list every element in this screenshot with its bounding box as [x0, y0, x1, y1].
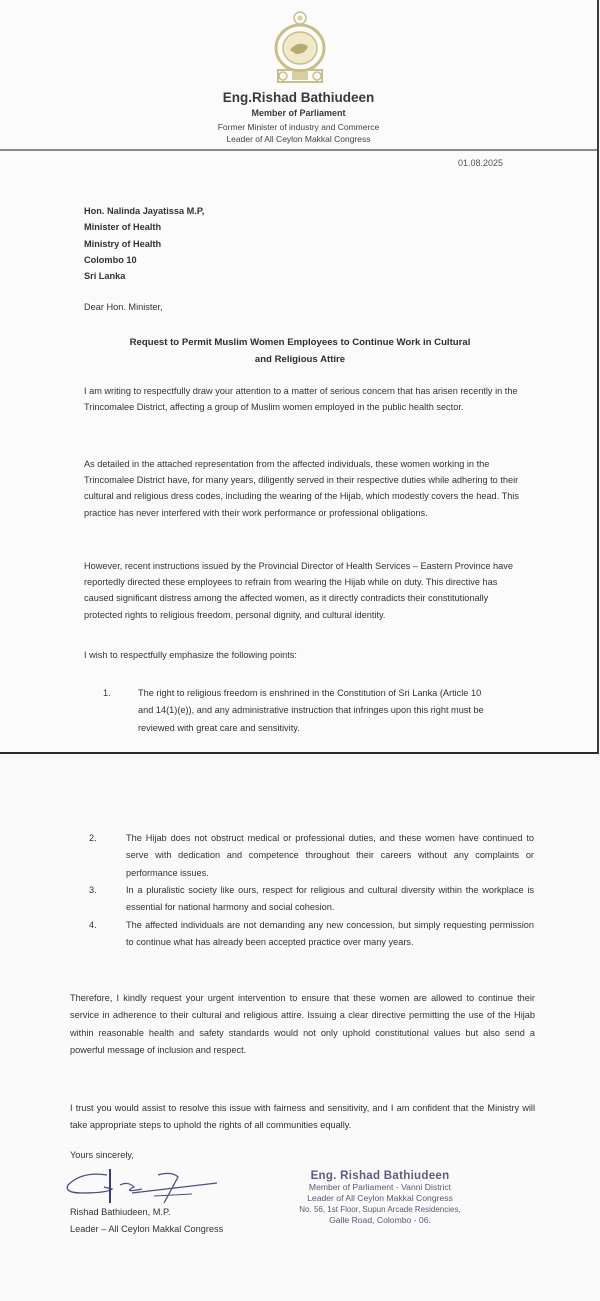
point-number: 3.: [89, 885, 97, 895]
letterhead-name: Eng.Rishad Bathiudeen: [222, 90, 375, 105]
stamp-line: Galle Road, Colombo - 06.: [329, 1215, 431, 1225]
body-paragraph: I am writing to respectfully draw your attention to a matter of serious concern that has arisen recently in the Trincomalee District, affecting a group of Muslim women employed in the public health sector.: [84, 386, 518, 413]
stamp-line: No. 56, 1st Floor, Supun Arcade Residencies,: [299, 1205, 461, 1214]
stamp-line: Leader of All Ceylon Makkal Congress: [307, 1193, 453, 1203]
point-number: 4.: [89, 920, 97, 930]
handwritten-signature-icon: [62, 1163, 222, 1207]
body-paragraph: As detailed in the attached representation from the affected individuals, these women working in the Trincomalee District have, for many years, diligently served in their respective duties while adhering to their cultural and religious dress codes, including the wearing of the Hijab, which modestly covers the head. This practice has never interfered with their work performance or professional obligations.: [84, 459, 519, 518]
recipient-line: Hon. Nalinda Jayatissa M.P,: [84, 206, 205, 216]
recipient-line: Sri Lanka: [84, 271, 126, 282]
salutation: Dear Hon. Minister,: [84, 302, 163, 312]
closing-paragraph: Therefore, I kindly request your urgent intervention to ensure that these women are allowed to continue their service in adherence to their cultural and religious attire. Issuing a clear directive permitting the use of the Hijab within reasonable health and safety standards would not only uphold constitutional values but also send a powerful message of inclusion and respect.: [70, 993, 535, 1055]
signatory-block: [70, 1204, 223, 1238]
complimentary-close: Yours sincerely,: [70, 1150, 134, 1160]
recipient-line: Minister of Health: [84, 222, 162, 233]
letter-date: 01.08.2025: [458, 158, 504, 168]
body-paragraph: However, recent instructions issued by the Provincial Director of Health Services – Eastern Province have reportedly directed these employees to refrain from wearing the Hijab while on duty. This directive has caused significant distress among the affected women, as it directly contradicts their constitutionally protected rights to religious freedom, personal dignity, and cultural identity.: [84, 561, 513, 620]
signatory-role: Leader – All Ceylon Makkal Congress: [70, 1224, 224, 1234]
point-text: The Hijab does not obstruct medical or professional duties, and these women have continued to serve with dedication and competence throughout their careers without any complaints or performance issues.: [126, 833, 534, 878]
point-text: The right to religious freedom is enshrined in the Constitution of Sri Lanka (Article 10 and 14(1)(e)), and any administrative instruction that infringes upon this right must be reviewed with great care and sensitivity.: [138, 688, 484, 733]
recipient-line: Ministry of Health: [84, 238, 162, 249]
letterhead: [0, 0, 597, 151]
letterhead-party-role: Leader of All Ceylon Makkal Congress: [226, 134, 371, 144]
official-stamp: [280, 1170, 480, 1226]
recipient-address: [84, 203, 204, 284]
stamp-line: Member of Parliament - Vanni District: [308, 1182, 452, 1192]
recipient-line: Colombo 10: [84, 254, 137, 265]
point-text: The affected individuals are not demanding any new concession, but simply requesting permission to continue what has already been accepted practice over many years.: [126, 920, 534, 948]
subject-heading: [90, 334, 510, 368]
closing-paragraph: I trust you would assist to resolve this issue with fairness and sensitivity, and I am confident that the Ministry will take appropriate steps to uphold the rights of all communities equally.: [70, 1103, 535, 1131]
subject-line: Request to Permit Muslim Women Employees to Continue Work in Cultural: [129, 337, 471, 348]
letterhead-title: Member of Parliament: [251, 108, 346, 118]
point-number: 1.: [103, 688, 111, 698]
point-text: In a pluralistic society like ours, respect for religious and cultural diversity within the workplace is essential for national harmony and social cohesion.: [126, 885, 534, 913]
letterhead-former-role: Former Minister of industry and Commerce: [217, 122, 380, 132]
signatory-name: Rishad Bathiudeen, M.P.: [70, 1207, 171, 1217]
subject-line: and Religious Attire: [254, 354, 346, 365]
point-number: 2.: [89, 833, 97, 843]
body-paragraph: I wish to respectfully emphasize the following points:: [84, 650, 297, 660]
letterhead-divider: [0, 149, 597, 151]
sri-lanka-emblem-icon: [268, 10, 332, 88]
stamp-name: Eng. Rishad Bathiudeen: [310, 1170, 450, 1182]
